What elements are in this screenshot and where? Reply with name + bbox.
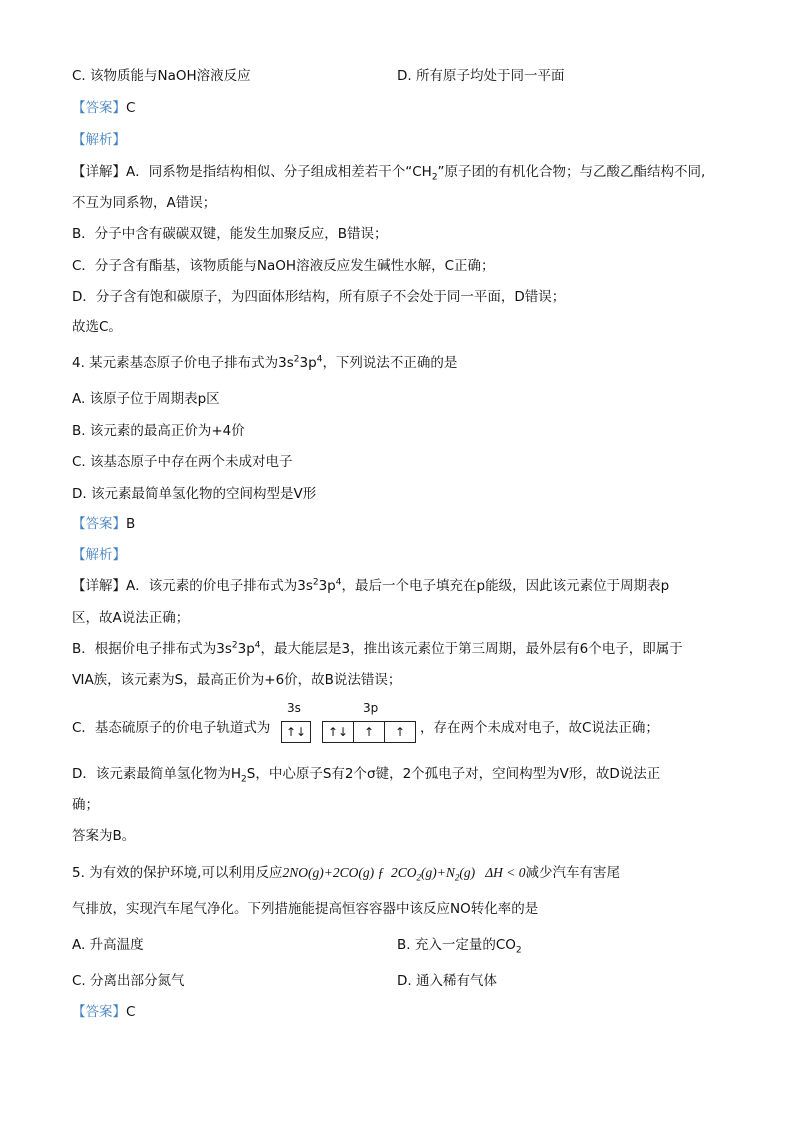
orbital-3p-box-3: ↑ [384, 721, 416, 743]
detail-text: ”原子团的有机化合物；与乙酸乙酯结构不同, [437, 164, 706, 180]
answer-value: C [126, 1004, 136, 1020]
detail-text: ，最大能层是3，推出该元素位于第三周期，最外层有6个电子，即属于 [260, 641, 683, 657]
detail-text: B．根据价电子排布式为3s [72, 641, 232, 657]
answer-tag: 【答案】 [72, 100, 126, 116]
q4-option-b: B. 该元素的最高正价为+4价 [72, 423, 245, 439]
q5-answer [72, 1002, 135, 1022]
answer-tag: 【答案】 [72, 1004, 126, 1020]
q4-option-c: C. 该基态原子中存在两个未成对电子 [72, 454, 293, 470]
equation-right: 2CO [390, 865, 417, 880]
detail-tag: 【详解】 [72, 578, 126, 594]
equation-right: (g)+N [420, 865, 455, 880]
superscript: 2 [231, 640, 238, 651]
detail-tag: 【详解】 [72, 164, 126, 180]
q5-option-b [397, 935, 522, 955]
orbital-3s-box: ↑↓ [281, 721, 311, 743]
q5-option-a: A. 升高温度 [72, 937, 144, 953]
answer-value: C [126, 100, 136, 116]
q4-detail-d-line2: 确； [72, 797, 99, 813]
option-text: B. 充入一定量的CO [397, 937, 516, 953]
subscript: 2 [241, 774, 247, 785]
q3-option-d: D. 所有原子均处于同一平面 [397, 68, 565, 84]
q3-detail-d: D．分子含有饱和碳原子，为四面体形结构，所有原子不会处于同一平面，D错误； [72, 289, 566, 305]
q3-option-c: C. 该物质能与NaOH溶液反应 [72, 68, 251, 84]
stem-text: ，下列说法不正确的是 [322, 355, 458, 371]
q5-option-c: C. 分离出部分氮气 [72, 973, 185, 989]
q3-detail-b: B．分子中含有碳碳双键，能发生加聚反应，B错误； [72, 226, 388, 242]
detail-text: A．同系物是指结构相似、分子组成相差若干个“CH [126, 164, 432, 180]
q5-stem-line2: 气排放，实现汽车尾气净化。下列措施能提高恒容容器中该反应NO转化率的是 [72, 901, 539, 917]
q4-detail-a-line2: 区，故A说法正确； [72, 610, 190, 626]
q4-stem [72, 353, 457, 373]
stem-text: 4. 某元素基态原子价电子排布式为3s [72, 355, 294, 371]
q5-stem-line1 [72, 863, 620, 883]
detail-text: S，中心原子S有2个σ键，2个孤电子对，空间构型为V形，故D说法正 [246, 766, 661, 782]
superscript: 2 [312, 577, 319, 588]
answer-tag: 【答案】 [72, 516, 126, 532]
stem-text: 减少汽车有害尾 [525, 865, 620, 881]
q4-option-d: D. 该元素最简单氢化物的空间构型是V形 [72, 486, 317, 502]
reaction-equation [282, 865, 526, 883]
q4-detail-c-pre: C．基态硫原子的价电子轨道式为 [72, 720, 271, 736]
superscript: 2 [293, 354, 300, 365]
q5-option-d: D. 通入稀有气体 [397, 973, 497, 989]
subscript: 2 [454, 872, 460, 883]
answer-value: B [126, 516, 136, 532]
superscript: 4 [335, 577, 342, 588]
analysis-tag: 【解析】 [72, 132, 126, 148]
orbital-3p-label: 3p [363, 701, 379, 715]
detail-text: ，最后一个电子填充在p能级，因此该元素位于周期表p [341, 578, 670, 594]
analysis-tag: 【解析】 [72, 547, 126, 563]
q4-analysis-tag [72, 545, 126, 565]
q3-detail-a-line2: 不互为同系物，A错误； [72, 195, 217, 211]
q4-detail-b-line2: ⅥA族，该元素为S，最高正价为+6价，故B说法错误； [72, 672, 402, 688]
subscript: 2 [515, 945, 522, 956]
superscript: 4 [254, 640, 261, 651]
orbital-3p-box-2: ↑ [353, 721, 385, 743]
stem-text: 5. 为有效的保护环境,可以利用反应 [72, 865, 283, 881]
subscript: 2 [431, 172, 438, 183]
q3-conclusion: 故选C。 [72, 319, 122, 335]
orbital-3s-label: 3s [287, 701, 301, 715]
subscript: 2 [416, 872, 421, 883]
q3-analysis-tag [72, 130, 126, 150]
q4-option-a: A. 该原子位于周期表p区 [72, 391, 220, 407]
superscript: 4 [316, 354, 323, 365]
detail-text: 3p [237, 641, 255, 657]
q4-detail-c-post: ，存在两个未成对电子，故C说法正确； [420, 720, 659, 736]
detail-text: A．该元素的价电子排布式为3s [126, 578, 313, 594]
equilibrium-arrow: ƒ [377, 865, 385, 880]
q3-answer [72, 98, 135, 118]
q4-detail-b-line1 [72, 639, 683, 659]
equation-right: (g) [459, 865, 476, 880]
q3-detail-c: C．分子含有酯基，该物质能与NaOH溶液反应发生碱性水解，C正确； [72, 258, 495, 274]
orbital-3p-box-1: ↑↓ [322, 721, 354, 743]
q4-detail-a-line1 [72, 576, 669, 596]
detail-text: 3p [318, 578, 336, 594]
q4-conclusion: 答案为B。 [72, 828, 136, 844]
q4-detail-d-line1 [72, 764, 660, 784]
detail-text: D．该元素最简单氢化物为H [72, 766, 242, 782]
stem-text: 3p [299, 355, 317, 371]
q4-answer [72, 514, 135, 534]
q3-detail-a-line1 [72, 162, 705, 182]
enthalpy-change: ΔH < 0 [485, 865, 526, 880]
equation-left: 2NO(g)+2CO(g) [282, 865, 375, 880]
